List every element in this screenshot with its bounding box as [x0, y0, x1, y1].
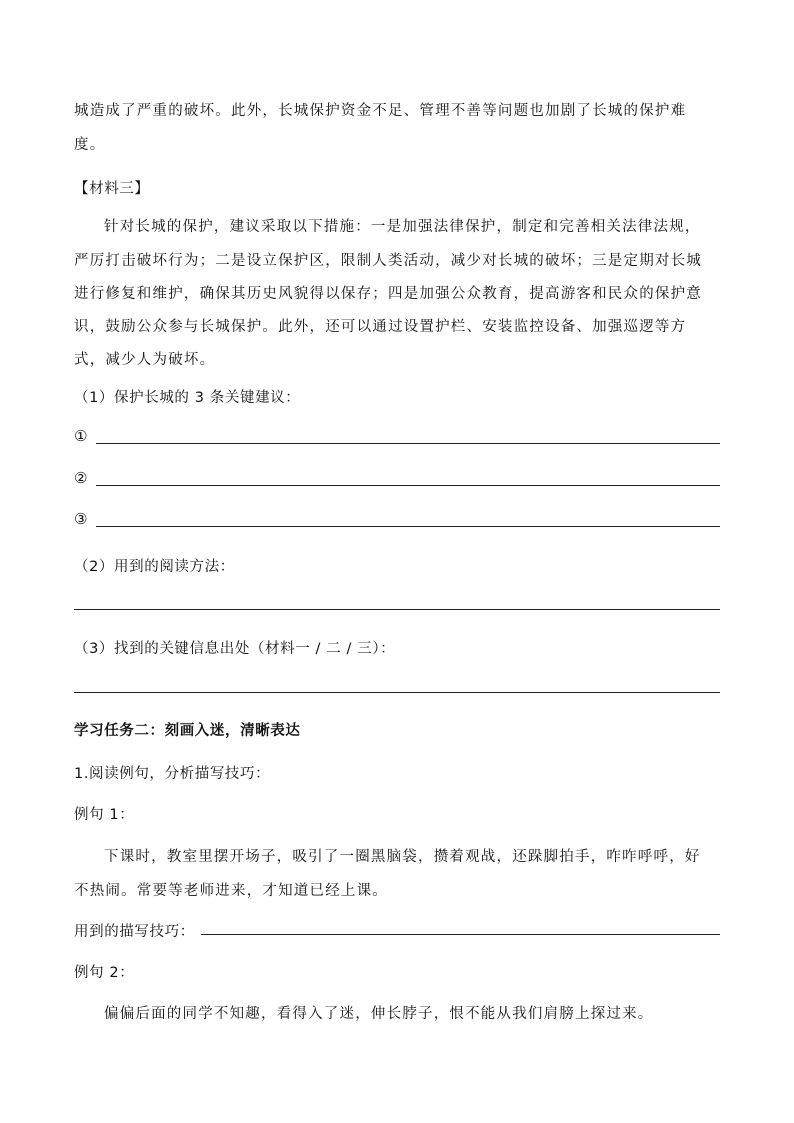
example1-text-line: 下课时，教室里摆开场子，吸引了一圈黑脑袋，攒着观战，还跺脚拍手，咋咋呼呼，好: [104, 849, 701, 865]
question-2: （2）用到的阅读方法：: [74, 559, 235, 575]
technique-answer-line[interactable]: [201, 934, 720, 935]
question-1: （1）保护长城的 3 条关键建议：: [74, 390, 301, 406]
answer-marker-2: ②: [74, 469, 88, 487]
material2-text-line: 城造成了严重的破坏。此外，长城保护资金不足、管理不善等问题也加剧了长城的保护难: [74, 103, 687, 119]
material3-text-line: 严厉打击破坏行为；二是设立保护区，限制人类活动，减少对长城的破坏；三是定期对长城: [74, 253, 702, 269]
answer-line-q2[interactable]: [74, 609, 720, 610]
example2-label: 例句 2：: [74, 965, 135, 981]
answer-line-3[interactable]: [96, 526, 720, 527]
material2-text-line: 度。: [74, 137, 106, 153]
task2-title: 学习任务二：刻画入迷，清晰表达: [74, 723, 301, 739]
answer-line-2[interactable]: [96, 485, 720, 486]
technique-label: 用到的描写技巧：: [74, 924, 195, 940]
answer-marker-3: ③: [74, 510, 88, 528]
example1-label: 例句 1：: [74, 807, 135, 823]
example1-text-line: 不热闹。常要等老师进来，才知道已经上课。: [74, 883, 388, 899]
task2-instruction: 1.阅读例句，分析描写技巧：: [74, 766, 271, 782]
material3-text-line: 式，减少人为破坏。: [74, 352, 216, 368]
question-3: （3）找到的关键信息出处（材料一 / 二 / 三）：: [74, 641, 396, 657]
material3-text-line: 进行修复和维护，确保其历史风貌得以保存；四是加强公众教育，提高游客和民众的保护意: [74, 286, 702, 302]
answer-line-q3[interactable]: [74, 692, 720, 693]
answer-marker-1: ①: [74, 427, 88, 445]
answer-line-1[interactable]: [96, 443, 720, 444]
material3-text-line: 识，鼓励公众参与长城保护。此外，还可以通过设置护栏、安装监控设备、加强巡逻等方: [74, 319, 687, 335]
material3-heading: 【材料三】: [74, 181, 150, 197]
example2-text-line: 偏偏后面的同学不知趣，看得入了迷，伸长脖子，恨不能从我们肩膀上探过来。: [104, 1006, 654, 1022]
material3-text-line: 针对长城的保护，建议采取以下措施：一是加强法律保护，制定和完善相关法律法规，: [104, 219, 701, 235]
